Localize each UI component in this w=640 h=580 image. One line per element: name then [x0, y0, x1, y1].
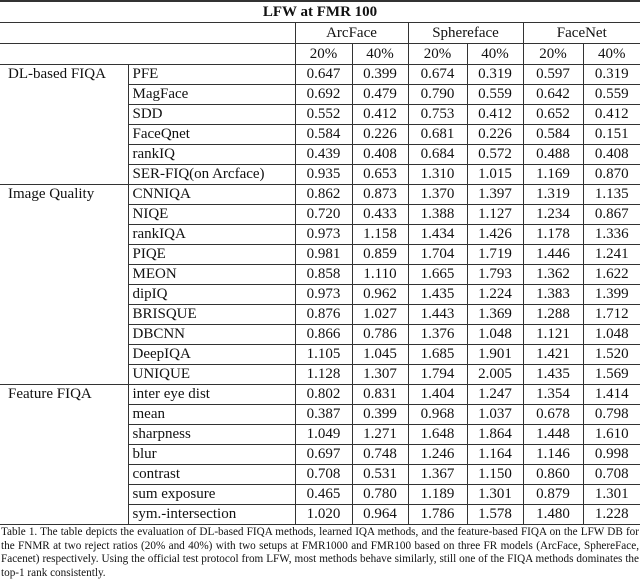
value-cell: 0.684	[408, 145, 467, 165]
value-cell: 1.569	[583, 365, 640, 385]
ratio-header: 20%	[295, 44, 352, 65]
value-cell: 0.748	[352, 445, 408, 465]
ratio-header: 40%	[467, 44, 523, 65]
method-name: blur	[128, 445, 295, 465]
value-cell: 0.572	[467, 145, 523, 165]
value-cell: 1.370	[408, 185, 467, 205]
value-cell: 0.439	[295, 145, 352, 165]
value-cell: 1.354	[523, 385, 583, 405]
value-cell: 1.105	[295, 345, 352, 365]
method-name: DeepIQA	[128, 345, 295, 365]
value-cell: 1.404	[408, 385, 467, 405]
value-cell: 1.685	[408, 345, 467, 365]
value-cell: 0.708	[295, 465, 352, 485]
table-row	[0, 185, 640, 205]
value-cell: 1.520	[583, 345, 640, 365]
value-cell: 0.708	[583, 465, 640, 485]
value-cell: 1.578	[467, 505, 523, 525]
value-cell: 1.127	[467, 205, 523, 225]
value-cell: 0.642	[523, 85, 583, 105]
value-cell: 0.879	[523, 485, 583, 505]
value-cell: 0.697	[295, 445, 352, 465]
value-cell: 1.388	[408, 205, 467, 225]
group-label: DL-based FIQA	[0, 65, 128, 185]
value-cell: 2.005	[467, 365, 523, 385]
method-name: BRISQUE	[128, 305, 295, 325]
value-cell: 1.045	[352, 345, 408, 365]
value-cell: 0.860	[523, 465, 583, 485]
value-cell: 1.247	[467, 385, 523, 405]
value-cell: 1.128	[295, 365, 352, 385]
value-cell: 1.414	[583, 385, 640, 405]
group-label: Image Quality	[0, 185, 128, 385]
method-name: sum exposure	[128, 485, 295, 505]
method-name: mean	[128, 405, 295, 425]
ratio-header-row	[0, 44, 640, 65]
method-name: sharpness	[128, 425, 295, 445]
value-cell: 0.584	[523, 125, 583, 145]
method-name: inter eye dist	[128, 385, 295, 405]
value-cell: 0.226	[467, 125, 523, 145]
value-cell: 0.962	[352, 285, 408, 305]
value-cell: 1.146	[523, 445, 583, 465]
value-cell: 0.678	[523, 405, 583, 425]
value-cell: 0.870	[583, 165, 640, 185]
method-name: MagFace	[128, 85, 295, 105]
value-cell: 1.704	[408, 245, 467, 265]
value-cell: 1.362	[523, 265, 583, 285]
value-cell: 0.867	[583, 205, 640, 225]
value-cell: 1.448	[523, 425, 583, 445]
value-cell: 0.802	[295, 385, 352, 405]
ratio-header: 40%	[352, 44, 408, 65]
value-cell: 0.399	[352, 65, 408, 85]
value-cell: 0.433	[352, 205, 408, 225]
method-name: contrast	[128, 465, 295, 485]
method-name: SER-FIQ(on Arcface)	[128, 165, 295, 185]
value-cell: 0.552	[295, 105, 352, 125]
value-cell: 0.786	[352, 325, 408, 345]
group-label: Feature FIQA	[0, 385, 128, 525]
value-cell: 0.652	[523, 105, 583, 125]
value-cell: 1.719	[467, 245, 523, 265]
method-name: sym.-intersection	[128, 505, 295, 525]
value-cell: 0.935	[295, 165, 352, 185]
value-cell: 0.399	[352, 405, 408, 425]
value-cell: 1.310	[408, 165, 467, 185]
value-cell: 0.151	[583, 125, 640, 145]
value-cell: 1.169	[523, 165, 583, 185]
value-cell: 0.408	[583, 145, 640, 165]
ratio-header: 40%	[583, 44, 640, 65]
value-cell: 0.859	[352, 245, 408, 265]
value-cell: 0.692	[295, 85, 352, 105]
table-body	[0, 65, 640, 525]
value-cell: 1.121	[523, 325, 583, 345]
value-cell: 0.681	[408, 125, 467, 145]
value-cell: 1.135	[583, 185, 640, 205]
value-cell: 1.015	[467, 165, 523, 185]
value-cell: 0.412	[352, 105, 408, 125]
value-cell: 1.048	[583, 325, 640, 345]
value-cell: 1.399	[583, 285, 640, 305]
value-cell: 1.434	[408, 225, 467, 245]
model-header: ArcFace	[295, 23, 408, 44]
value-cell: 0.981	[295, 245, 352, 265]
value-cell: 1.158	[352, 225, 408, 245]
value-cell: 0.876	[295, 305, 352, 325]
method-name: UNIQUE	[128, 365, 295, 385]
value-cell: 0.998	[583, 445, 640, 465]
value-cell: 1.793	[467, 265, 523, 285]
value-cell: 1.319	[523, 185, 583, 205]
value-cell: 1.786	[408, 505, 467, 525]
value-cell: 0.753	[408, 105, 467, 125]
value-cell: 0.531	[352, 465, 408, 485]
value-cell: 0.559	[467, 85, 523, 105]
value-cell: 1.369	[467, 305, 523, 325]
value-cell: 1.150	[467, 465, 523, 485]
value-cell: 1.048	[467, 325, 523, 345]
table-title: LFW at FMR 100	[0, 1, 640, 23]
value-cell: 1.648	[408, 425, 467, 445]
value-cell: 0.720	[295, 205, 352, 225]
value-cell: 1.435	[523, 365, 583, 385]
method-name: CNNIQA	[128, 185, 295, 205]
table-caption: Table 1. The table depicts the evaluation of DL-based FIQA methods, learned IQA methods, and the feature-based FIQA on the LFW DB for the FNMR at two reject ratios (20% and 40%) with two setups at FMR1000 and FMR100 based on three FR models (ArcFace, SphereFace, Facenet) respectively. Using the official test protocol from LFW, most methods behave similarly, still one of the FIQA methods dominates the top-1 rank consistently.	[1, 526, 639, 579]
method-name: SDD	[128, 105, 295, 125]
value-cell: 0.465	[295, 485, 352, 505]
method-name: PIQE	[128, 245, 295, 265]
value-cell: 1.794	[408, 365, 467, 385]
value-cell: 1.480	[523, 505, 583, 525]
value-cell: 0.387	[295, 405, 352, 425]
value-cell: 1.901	[467, 345, 523, 365]
value-cell: 0.873	[352, 185, 408, 205]
value-cell: 1.228	[583, 505, 640, 525]
value-cell: 0.597	[523, 65, 583, 85]
method-name: rankIQA	[128, 225, 295, 245]
value-cell: 1.271	[352, 425, 408, 445]
value-cell: 1.027	[352, 305, 408, 325]
value-cell: 1.383	[523, 285, 583, 305]
value-cell: 1.446	[523, 245, 583, 265]
value-cell: 0.412	[467, 105, 523, 125]
value-cell: 1.443	[408, 305, 467, 325]
value-cell: 0.319	[583, 65, 640, 85]
value-cell: 0.226	[352, 125, 408, 145]
value-cell: 1.301	[467, 485, 523, 505]
value-cell: 1.164	[467, 445, 523, 465]
value-cell: 1.712	[583, 305, 640, 325]
value-cell: 1.376	[408, 325, 467, 345]
value-cell: 0.968	[408, 405, 467, 425]
method-name: dipIQ	[128, 285, 295, 305]
value-cell: 0.479	[352, 85, 408, 105]
value-cell: 0.798	[583, 405, 640, 425]
value-cell: 1.189	[408, 485, 467, 505]
value-cell: 0.790	[408, 85, 467, 105]
value-cell: 0.647	[295, 65, 352, 85]
value-cell: 0.964	[352, 505, 408, 525]
value-cell: 1.241	[583, 245, 640, 265]
ratio-header: 20%	[408, 44, 467, 65]
value-cell: 1.178	[523, 225, 583, 245]
value-cell: 1.037	[467, 405, 523, 425]
value-cell: 1.421	[523, 345, 583, 365]
value-cell: 0.412	[583, 105, 640, 125]
table-row	[0, 65, 640, 85]
value-cell: 0.831	[352, 385, 408, 405]
method-name: FaceQnet	[128, 125, 295, 145]
value-cell: 1.049	[295, 425, 352, 445]
value-cell: 0.653	[352, 165, 408, 185]
method-name: PFE	[128, 65, 295, 85]
value-cell: 0.973	[295, 225, 352, 245]
value-cell: 1.288	[523, 305, 583, 325]
value-cell: 1.426	[467, 225, 523, 245]
value-cell: 0.559	[583, 85, 640, 105]
value-cell: 1.435	[408, 285, 467, 305]
value-cell: 1.234	[523, 205, 583, 225]
value-cell: 1.610	[583, 425, 640, 445]
model-header: Sphereface	[408, 23, 523, 44]
method-name: NIQE	[128, 205, 295, 225]
value-cell: 0.488	[523, 145, 583, 165]
value-cell: 1.665	[408, 265, 467, 285]
value-cell: 1.020	[295, 505, 352, 525]
ratio-header: 20%	[523, 44, 583, 65]
value-cell: 0.862	[295, 185, 352, 205]
value-cell: 1.301	[583, 485, 640, 505]
value-cell: 0.584	[295, 125, 352, 145]
value-cell: 0.674	[408, 65, 467, 85]
method-name: DBCNN	[128, 325, 295, 345]
model-header: FaceNet	[523, 23, 640, 44]
value-cell: 1.336	[583, 225, 640, 245]
method-name: MEON	[128, 265, 295, 285]
model-header-row	[0, 23, 640, 44]
value-cell: 1.397	[467, 185, 523, 205]
value-cell: 1.367	[408, 465, 467, 485]
value-cell: 0.408	[352, 145, 408, 165]
value-cell: 0.866	[295, 325, 352, 345]
value-cell: 1.864	[467, 425, 523, 445]
value-cell: 1.307	[352, 365, 408, 385]
value-cell: 1.246	[408, 445, 467, 465]
value-cell: 1.224	[467, 285, 523, 305]
value-cell: 0.858	[295, 265, 352, 285]
value-cell: 1.110	[352, 265, 408, 285]
method-name: rankIQ	[128, 145, 295, 165]
table-row	[0, 385, 640, 405]
value-cell: 0.319	[467, 65, 523, 85]
value-cell: 0.973	[295, 285, 352, 305]
value-cell: 1.622	[583, 265, 640, 285]
value-cell: 0.780	[352, 485, 408, 505]
